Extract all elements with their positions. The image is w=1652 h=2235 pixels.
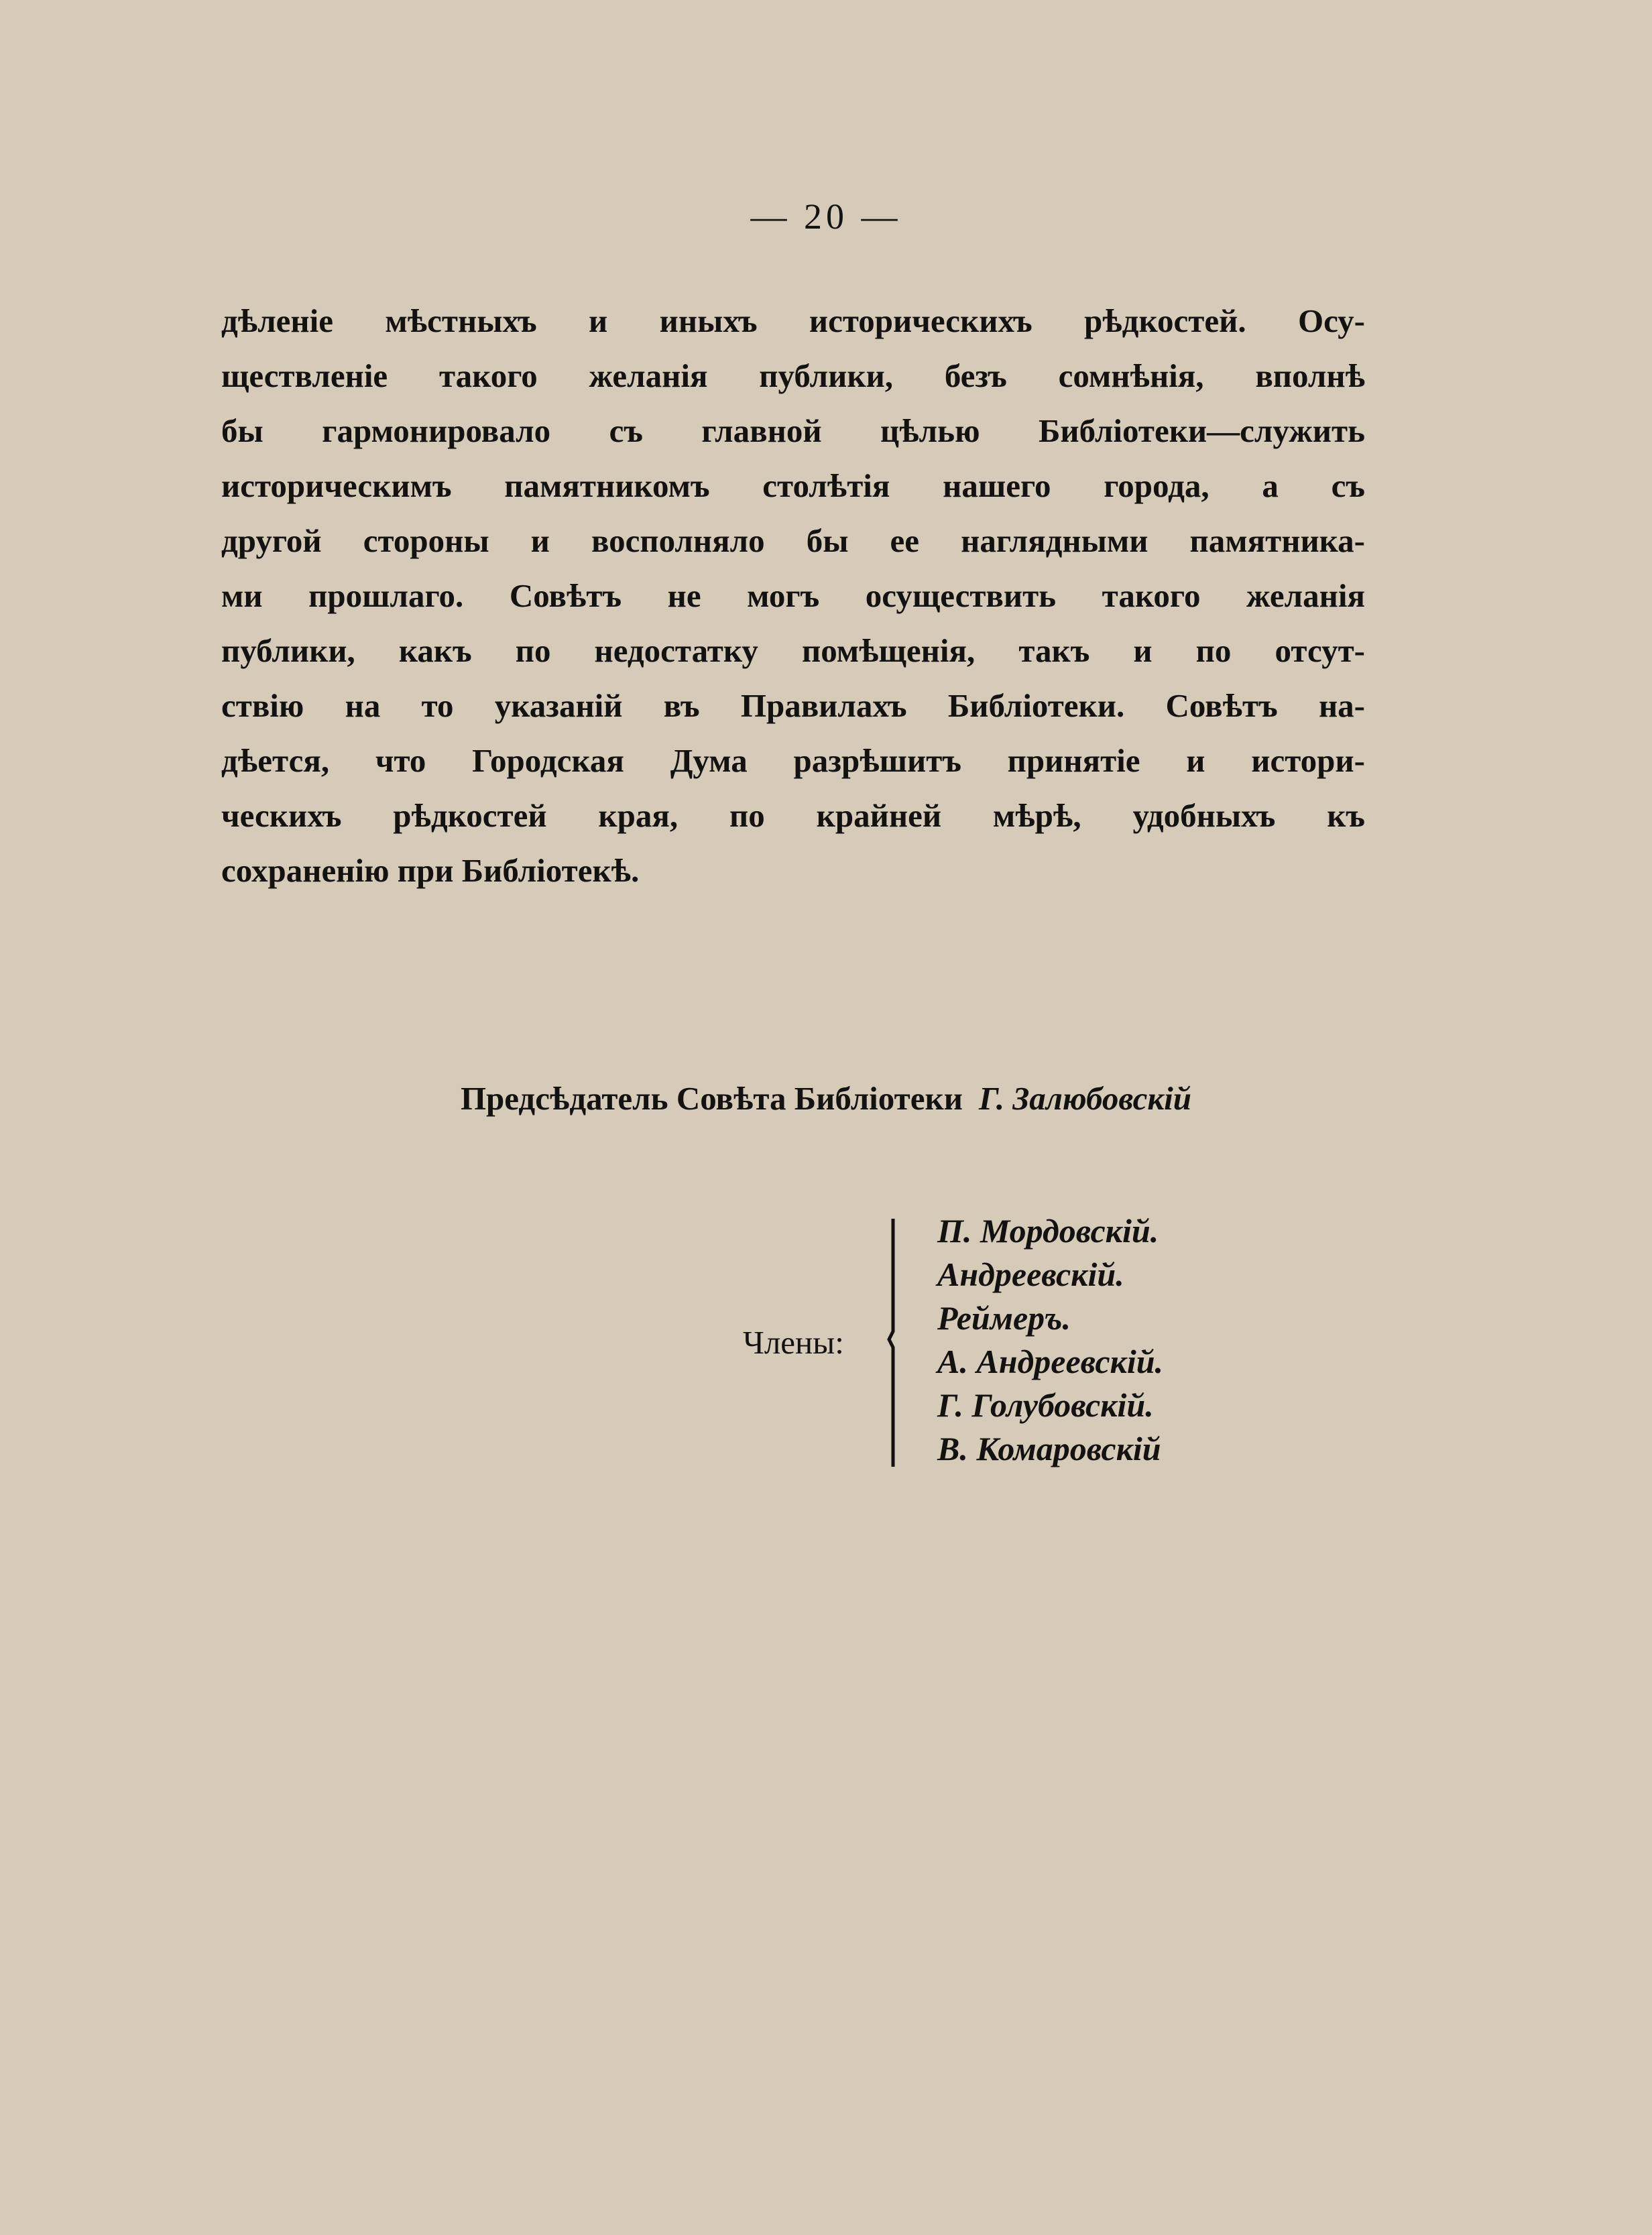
paragraph-line: ческихъ рѣдкостей края, по крайней мѣрѣ, удобныхъ къ [221, 797, 1365, 834]
members-brace [884, 1219, 904, 1467]
page-number: — 20 — [750, 196, 902, 237]
paragraph-line: дѣется, что Городская Дума разрѣшитъ принятіе и истори- [221, 742, 1365, 779]
paragraph-line-last: сохраненію при Библіотекѣ. [221, 852, 640, 889]
member-name: Андреевскій. [937, 1256, 1124, 1293]
chairman-title: Предсѣдатель Совѣта Библіотеки [460, 1080, 963, 1117]
member-name: В. Комаровскій [937, 1430, 1161, 1467]
paragraph-line: публики, какъ по недостатку помѣщенія, такъ и по отсут- [221, 632, 1365, 669]
member-name: П. Мордовскій. [937, 1212, 1159, 1250]
paragraph-line: дѣленіе мѣстныхъ и иныхъ историческихъ рѣдкостей. Осу- [221, 302, 1365, 339]
paragraph-line: бы гармонировало съ главной цѣлью Библіотеки—служить [221, 412, 1365, 449]
paragraph-line: историческимъ памятникомъ столѣтія нашего города, а съ [221, 467, 1365, 504]
member-name: Г. Голубовскій. [937, 1386, 1154, 1424]
chairman-name: Г. Залюбовскій [978, 1080, 1192, 1117]
paragraph-line: ствію на то указаній въ Правилахъ Библіотеки. Совѣтъ на- [221, 687, 1365, 724]
paragraph-line: ми прошлаго. Совѣтъ не могъ осуществить такого желанія [221, 577, 1365, 614]
body-paragraph [221, 294, 1365, 898]
member-name: А. Андреевскій. [937, 1343, 1164, 1380]
members-list [937, 1209, 1163, 1471]
chairman-signature [0, 1079, 1652, 1118]
members-label: Члены: [743, 1324, 844, 1361]
member-name: Реймеръ. [937, 1299, 1071, 1337]
paragraph-line: ществленіе такого желанія публики, безъ сомнѣнія, вполнѣ [221, 357, 1365, 394]
paragraph-line: другой стороны и восполняло бы ее наглядными памятника- [221, 522, 1365, 559]
